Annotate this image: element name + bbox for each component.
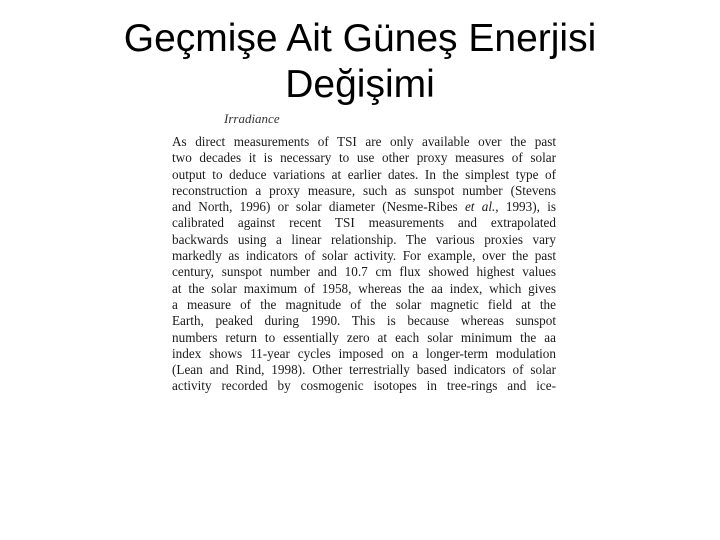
excerpt-line: at the solar maximum of 1958, whereas the aa index, which gives: [172, 280, 556, 296]
excerpt-line: a measure of the magnitude of the solar magnetic field at the: [172, 296, 556, 312]
excerpt-line: markedly as indicators of solar activity. For example, over the past: [172, 248, 556, 264]
excerpt-line: calibrated against recent TSI measurements and extrapolated: [172, 215, 556, 231]
excerpt-line: reconstruction a proxy measure, such as sunspot number (Stevens: [172, 182, 556, 198]
excerpt-line: backwards using a linear relationship. The various proxies vary: [172, 231, 556, 247]
excerpt-line: two decades it is necessary to use other proxy measures of solar: [172, 150, 556, 166]
slide-title-line-1: Geçmişe Ait Güneş Enerjisi: [123, 17, 597, 60]
excerpt-line: As direct measurements of TSI are only available over the past: [172, 134, 556, 149]
excerpt-line: Earth, peaked during 1990. This is because whereas sunspot: [172, 313, 556, 329]
scanned-text-excerpt: [172, 114, 556, 426]
cut-off-heading: Irradiance: [224, 114, 280, 126]
excerpt-line: index shows 11-year cycles imposed on a longer-term modulation: [172, 345, 556, 361]
excerpt-line: numbers return to essentially zero at each solar minimum the aa: [172, 329, 556, 345]
slide-title-line-2: Değişimi: [285, 63, 435, 106]
citation-et-al: et al.: [464, 199, 496, 215]
excerpt-line: century, sunspot number and 10.7 cm flux showed highest values: [172, 264, 556, 280]
excerpt-line: activity recorded by cosmogenic isotopes in tree-rings and ice-: [172, 378, 556, 394]
slide-title: [0, 16, 720, 108]
excerpt-line: and North, 1996) or solar diameter (Nesme-Ribes et al., 1993), is: [172, 199, 556, 215]
excerpt-line: output to deduce variations at earlier dates. In the simplest type of: [172, 166, 556, 182]
excerpt-paragraph: [172, 134, 556, 395]
excerpt-line: (Lean and Rind, 1998). Other terrestrially based indicators of solar: [172, 362, 556, 378]
